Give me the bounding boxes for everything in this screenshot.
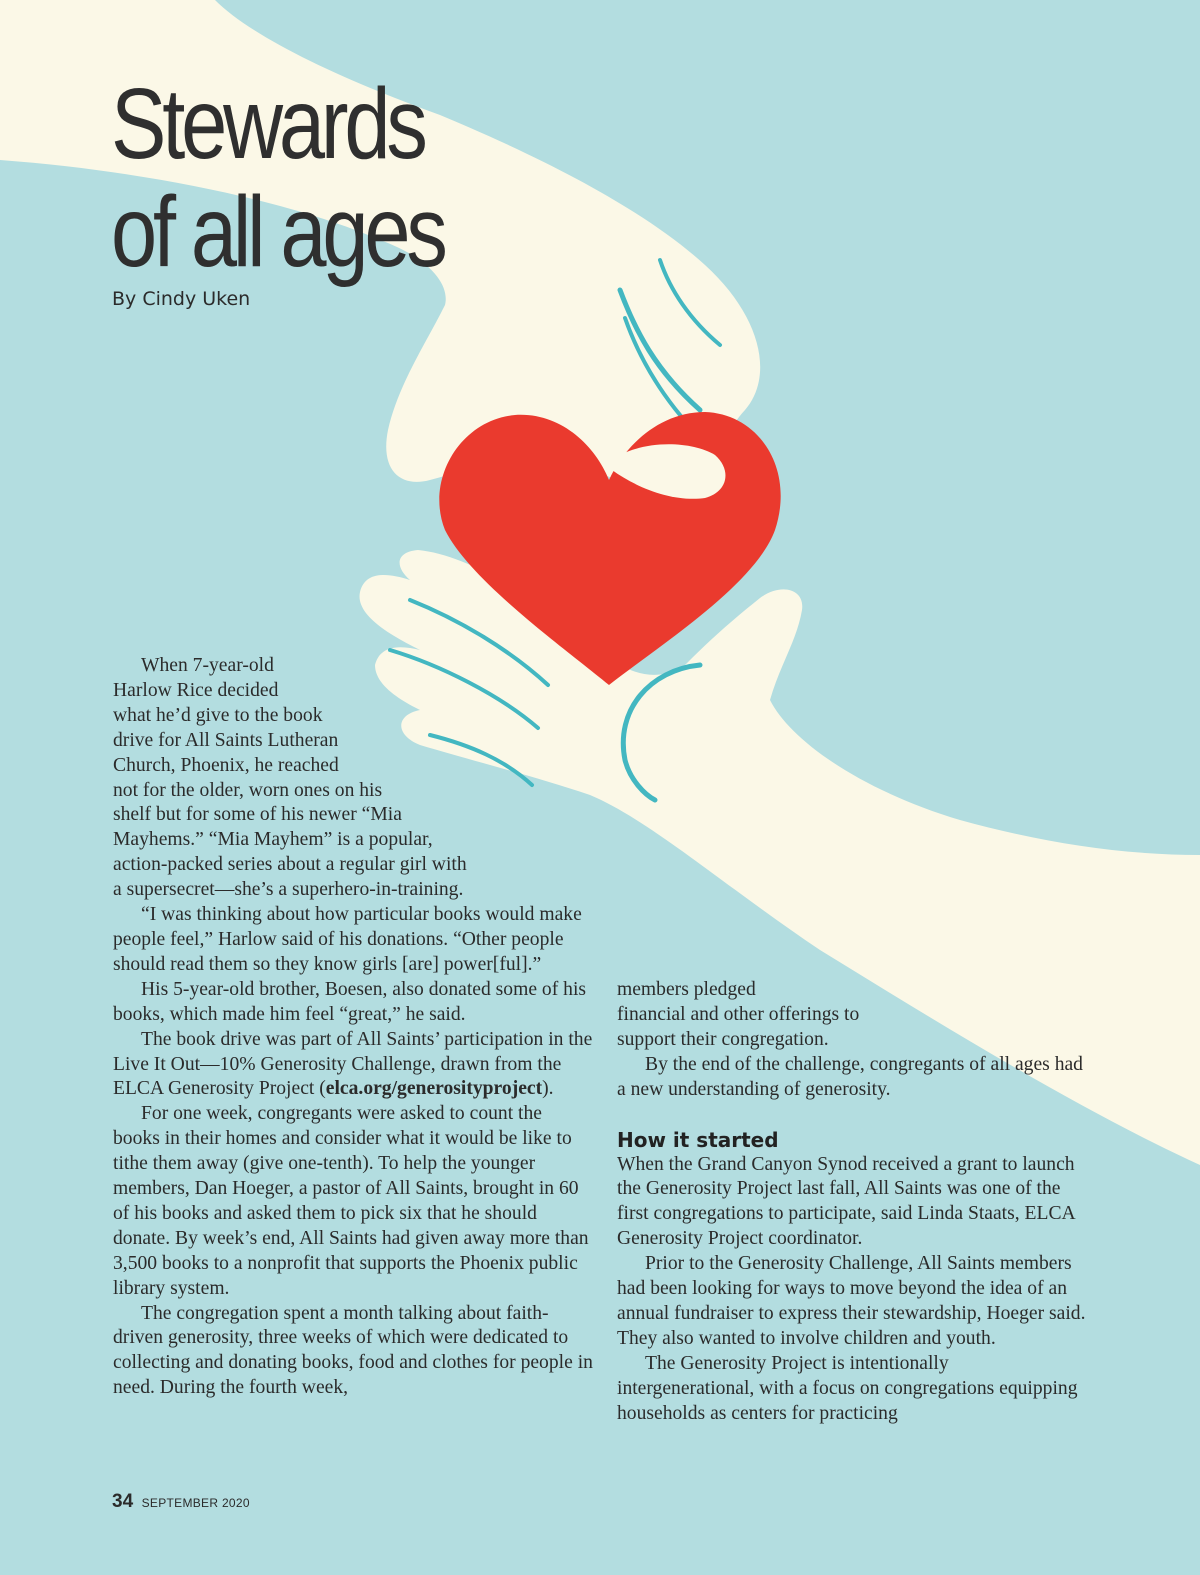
text-line: When 7-year-old xyxy=(141,655,274,676)
section-heading: How it started xyxy=(617,1127,779,1152)
title-line-2: of all ages xyxy=(111,176,444,288)
text-line: members pledged xyxy=(617,979,756,1000)
generosity-project-link: elca.org/generosityproject xyxy=(325,1078,543,1100)
text-line: not for the older, worn ones on his xyxy=(113,779,383,801)
left-column xyxy=(113,654,593,1401)
text-line: Harlow Rice decided xyxy=(113,679,279,701)
text-line: Church, Phoenix, he reached xyxy=(113,754,339,776)
text-line: drive for All Saints Lutheran xyxy=(113,729,339,751)
paragraph-4-end: ). xyxy=(542,1078,554,1100)
paragraph-4 xyxy=(113,1028,593,1103)
paragraph-1 xyxy=(113,654,593,903)
text-line: action-packed series about a regular girl with xyxy=(113,854,467,876)
paragraph-challenge-end: By the end of the challenge, congregants of all ages had a new understanding of generosity. xyxy=(617,1053,1083,1100)
title-line-1: Stewards xyxy=(111,68,424,180)
text-line: Mayhems.” “Mia Mayhem” is a popular, xyxy=(113,829,433,851)
page-footer xyxy=(112,1491,250,1513)
byline: By Cindy Uken xyxy=(112,288,251,310)
paragraph-grant: When the Grand Canyon Synod received a grant to launch the Generosity Project last fall, All Saints was one of the first congregations to participate, said Linda Staats, ELCA Generosity Project coordinator. xyxy=(617,1153,1075,1250)
page-number: 34 xyxy=(112,1491,134,1512)
paragraph-5: For one week, congregants were asked to count the books in their homes and consider what it would be like to tithe them away (give one-tenth). To help the younger members, Dan Hoeger, a pastor of All Saints, brought in 60 of his books and asked them to pick six that he should donate. By week’s end, All Saints had given away more than 3,500 books to a nonprofit that supports the Phoenix public library system. xyxy=(113,1103,589,1299)
text-line: shelf but for some of his newer “Mia xyxy=(113,804,402,826)
text-line: what he’d give to the book xyxy=(113,704,323,726)
paragraph-continued xyxy=(617,978,1087,1053)
paragraph-intergenerational: The Generosity Project is intentionally intergenerational, with a focus on congregations equipping households as centers for practicing xyxy=(617,1352,1078,1424)
right-column xyxy=(617,978,1087,1427)
article-title xyxy=(111,70,444,286)
text-line: support their congregation. xyxy=(617,1028,829,1050)
paragraph-2: “I was thinking about how particular books would make people feel,” Harlow said of his donations. “Other people should read them so they know girls [are] power[ful].” xyxy=(113,904,582,975)
text-line: a supersecret—she’s a superhero-in-training. xyxy=(113,879,464,901)
paragraph-6: The congregation spent a month talking about faith-driven generosity, three weeks of which were dedicated to collecting and donating books, food and clothes for people in need. During the fourth week, xyxy=(113,1302,593,1399)
paragraph-3: His 5-year-old brother, Boesen, also donated some of his books, which made him feel “great,” he said. xyxy=(113,978,587,1025)
text-line: financial and other offerings to xyxy=(617,1003,860,1025)
issue-date: SEPTEMBER 2020 xyxy=(141,1496,250,1510)
paragraph-4-text: The book drive was part of All Saints’ participation in the Live It Out—10% Generosity Challenge, drawn from the ELCA Generosity Project ( xyxy=(113,1028,593,1100)
paragraph-prior: Prior to the Generosity Challenge, All Saints members had been looking for ways to move beyond the idea of an annual fundraiser to express their stewardship, Hoeger said. They also wanted to involve children and youth. xyxy=(617,1253,1086,1349)
